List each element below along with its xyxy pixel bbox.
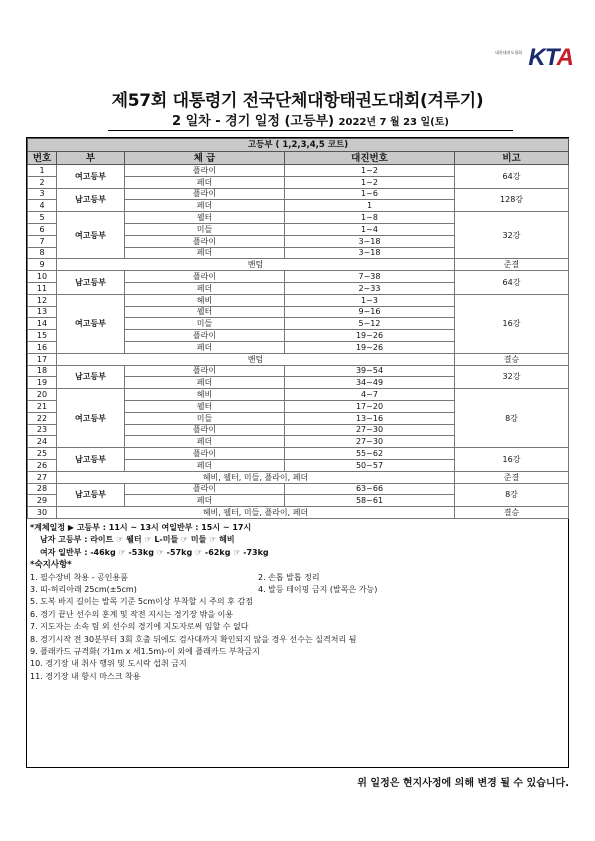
row-bout-range: 1~4 [285, 223, 455, 235]
row-number: 29 [28, 495, 57, 507]
table-row [28, 507, 569, 519]
row-number: 20 [28, 389, 57, 401]
row-number: 21 [28, 400, 57, 412]
note-6: 6. 경기 끝난 선수의 훈계 및 작전 지시는 경기장 밖을 이용 [30, 609, 234, 619]
note-8: 8. 경기시작 전 30분부터 3회 호출 뒤에도 검사대까지 확인되지 않을 경우 선수는 실격처리 됨 [30, 634, 357, 644]
table-row [28, 165, 569, 177]
row-weight-class: 플라이 [125, 365, 285, 377]
footer-notice: 위 일정은 현지사정에 의해 변경 될 수 있습니다. [357, 778, 569, 789]
row-weight-class: 페더 [125, 341, 285, 353]
row-remark: 8강 [455, 389, 569, 448]
row-number: 14 [28, 318, 57, 330]
row-division: 남고등부 [57, 188, 125, 212]
note-11: 11. 경기장 내 항시 마스크 착용 [30, 671, 141, 681]
subtitle-date: 2022년 7 월 23 일(토) [338, 117, 449, 128]
row-bout-range: 1~2 [285, 176, 455, 188]
row-remark: 준결 [455, 259, 569, 271]
row-merged-weight: 밴텀 [57, 259, 455, 271]
row-weight-class: 페더 [125, 436, 285, 448]
row-number: 11 [28, 282, 57, 294]
row-weight-class: 미들 [125, 412, 285, 424]
row-remark: 준결 [455, 471, 569, 483]
note-10: 10. 경기장 내 취사 행위 및 도시락 섭취 금지 [30, 659, 187, 669]
row-merged-weight: 헤비, 웰터, 미들, 플라이, 페더 [57, 507, 455, 519]
table-row [28, 365, 569, 377]
row-bout-range: 5~12 [285, 318, 455, 330]
row-bout-range: 58~61 [285, 495, 455, 507]
kta-logo [495, 44, 573, 76]
row-weight-class: 미들 [125, 318, 285, 330]
row-number: 9 [28, 259, 57, 271]
row-weight-class: 플라이 [125, 188, 285, 200]
row-number: 26 [28, 459, 57, 471]
row-number: 15 [28, 330, 57, 342]
table-row [28, 389, 569, 401]
row-number: 3 [28, 188, 57, 200]
row-bout-range: 63~66 [285, 483, 455, 495]
row-number: 23 [28, 424, 57, 436]
logo-org-text: 대한태권도협회 [495, 50, 523, 55]
row-number: 10 [28, 271, 57, 283]
col-header-remark: 비고 [455, 152, 569, 165]
row-bout-range: 3~18 [285, 247, 455, 259]
row-weight-class: 플라이 [125, 165, 285, 177]
row-merged-weight: 밴텀 [57, 353, 455, 365]
row-bout-range: 55~62 [285, 448, 455, 460]
row-division: 남고등부 [57, 448, 125, 472]
row-number: 7 [28, 235, 57, 247]
row-number: 5 [28, 212, 57, 224]
note-7: 7. 지도자는 소속 팀 외 선수의 경기에 지도자로써 임할 수 없다 [30, 622, 249, 632]
row-remark: 16강 [455, 294, 569, 353]
row-weight-class: 페더 [125, 176, 285, 188]
weigh-in-schedule: *계체일정 ▶ 고등부 : 11시 ~ 13시 여일반부 : 15시 ~ 17시 [30, 522, 252, 532]
row-number: 2 [28, 176, 57, 188]
table-row [28, 188, 569, 200]
row-weight-class: 페더 [125, 200, 285, 212]
table-row [28, 259, 569, 271]
row-remark: 64강 [455, 271, 569, 295]
row-division: 여고등부 [57, 294, 125, 353]
row-merged-weight: 헤비, 웰터, 미들, 플라이, 페더 [57, 471, 455, 483]
row-number: 24 [28, 436, 57, 448]
row-bout-range: 4~7 [285, 389, 455, 401]
row-number: 12 [28, 294, 57, 306]
row-division: 여고등부 [57, 389, 125, 448]
row-bout-range: 27~30 [285, 436, 455, 448]
page-title: 제57회 대통령기 전국단체대항태권도대회(겨루기) [111, 91, 484, 111]
row-number: 8 [28, 247, 57, 259]
row-number: 25 [28, 448, 57, 460]
row-weight-class: 웰터 [125, 400, 285, 412]
row-bout-range: 34~49 [285, 377, 455, 389]
row-bout-range: 39~54 [285, 365, 455, 377]
row-remark: 32강 [455, 365, 569, 389]
page-subtitle [108, 110, 513, 131]
row-bout-range: 1~8 [285, 212, 455, 224]
row-bout-range: 17~20 [285, 400, 455, 412]
row-bout-range: 1~2 [285, 165, 455, 177]
note-row-3-4 [30, 584, 565, 596]
note-row-1-2 [30, 572, 565, 584]
row-remark: 128강 [455, 188, 569, 212]
row-weight-class: 페더 [125, 459, 285, 471]
row-weight-class: 플라이 [125, 235, 285, 247]
row-division: 여고등부 [57, 165, 125, 189]
row-weight-class: 플라이 [125, 424, 285, 436]
row-bout-range: 9~16 [285, 306, 455, 318]
row-bout-range: 1 [285, 200, 455, 212]
row-weight-class: 페더 [125, 377, 285, 389]
note-9: 9. 플래카드 규격화( 가1m x 세1.5m)-이 외에 플래카드 부착금지 [30, 646, 260, 656]
col-header-bout: 대진번호 [285, 152, 455, 165]
note-5: 5. 도복 바지 길이는 발목 기준 5cm이상 부착할 시 주의 후 감점 [30, 597, 253, 607]
table-row [28, 471, 569, 483]
row-bout-range: 19~26 [285, 341, 455, 353]
table-row [28, 271, 569, 283]
row-division: 남고등부 [57, 483, 125, 507]
row-weight-class: 웰터 [125, 212, 285, 224]
row-weight-class: 페더 [125, 282, 285, 294]
row-division: 남고등부 [57, 365, 125, 389]
row-weight-class: 플라이 [125, 271, 285, 283]
note-3: 3. 띠-허리아래 25cm(±5cm) [30, 584, 137, 594]
row-number: 30 [28, 507, 57, 519]
row-bout-range: 27~30 [285, 424, 455, 436]
table-row [28, 294, 569, 306]
row-bout-range: 1~3 [285, 294, 455, 306]
row-weight-class: 헤비 [125, 389, 285, 401]
row-division: 남고등부 [57, 271, 125, 295]
row-bout-range: 13~16 [285, 412, 455, 424]
row-bout-range: 50~57 [285, 459, 455, 471]
female-weigh-order: 여자 일반부 : -46kg ☞ -53kg ☞ -57kg ☞ -62kg ☞ -73kg [40, 547, 269, 557]
row-weight-class: 헤비 [125, 294, 285, 306]
logo-mark: KTA [528, 44, 573, 71]
row-remark: 16강 [455, 448, 569, 472]
row-bout-range: 19~26 [285, 330, 455, 342]
row-remark: 32강 [455, 212, 569, 259]
row-weight-class: 페더 [125, 247, 285, 259]
row-weight-class: 웰터 [125, 306, 285, 318]
note-1: 1. 필수장비 착용 - 공인용품 [30, 572, 128, 582]
row-number: 13 [28, 306, 57, 318]
row-weight-class: 페더 [125, 495, 285, 507]
table-row [28, 353, 569, 365]
col-header-weight: 체 급 [125, 152, 285, 165]
row-number: 17 [28, 353, 57, 365]
subtitle-main: 2 일차 - 경기 일정 (고등부) [172, 114, 335, 129]
row-remark: 결승 [455, 507, 569, 519]
row-weight-class: 플라이 [125, 330, 285, 342]
row-weight-class: 미들 [125, 223, 285, 235]
row-number: 19 [28, 377, 57, 389]
row-number: 28 [28, 483, 57, 495]
court-header: 고등부 ( 1,2,3,4,5 코트) [28, 139, 569, 152]
row-remark: 64강 [455, 165, 569, 189]
notes-heading: *숙지사항* [30, 560, 72, 571]
row-number: 27 [28, 471, 57, 483]
table-row [28, 483, 569, 495]
row-number: 18 [28, 365, 57, 377]
row-bout-range: 3~18 [285, 235, 455, 247]
row-division: 여고등부 [57, 212, 125, 259]
schedule-box [26, 137, 569, 768]
row-number: 4 [28, 200, 57, 212]
row-weight-class: 플라이 [125, 448, 285, 460]
row-remark: 결승 [455, 353, 569, 365]
row-number: 6 [28, 223, 57, 235]
male-weigh-order: 남자 고등부 : 라이트 ☞ 웰터 ☞ L-미들 ☞ 미들 ☞ 헤비 [40, 535, 235, 545]
row-weight-class: 플라이 [125, 483, 285, 495]
row-remark: 8강 [455, 483, 569, 507]
row-number: 16 [28, 341, 57, 353]
note-4: 4. 발등 테이핑 금지 (발목은 가능) [258, 584, 378, 594]
row-bout-range: 7~38 [285, 271, 455, 283]
col-header-division: 부 [57, 152, 125, 165]
col-header-number: 번호 [28, 152, 57, 165]
note-2: 2. 손톱 발톱 정리 [258, 572, 320, 582]
row-number: 22 [28, 412, 57, 424]
schedule-table [27, 138, 569, 519]
table-row [28, 212, 569, 224]
row-number: 1 [28, 165, 57, 177]
notes-section [27, 519, 568, 683]
row-bout-range: 1~6 [285, 188, 455, 200]
row-bout-range: 2~33 [285, 282, 455, 294]
table-row [28, 448, 569, 460]
